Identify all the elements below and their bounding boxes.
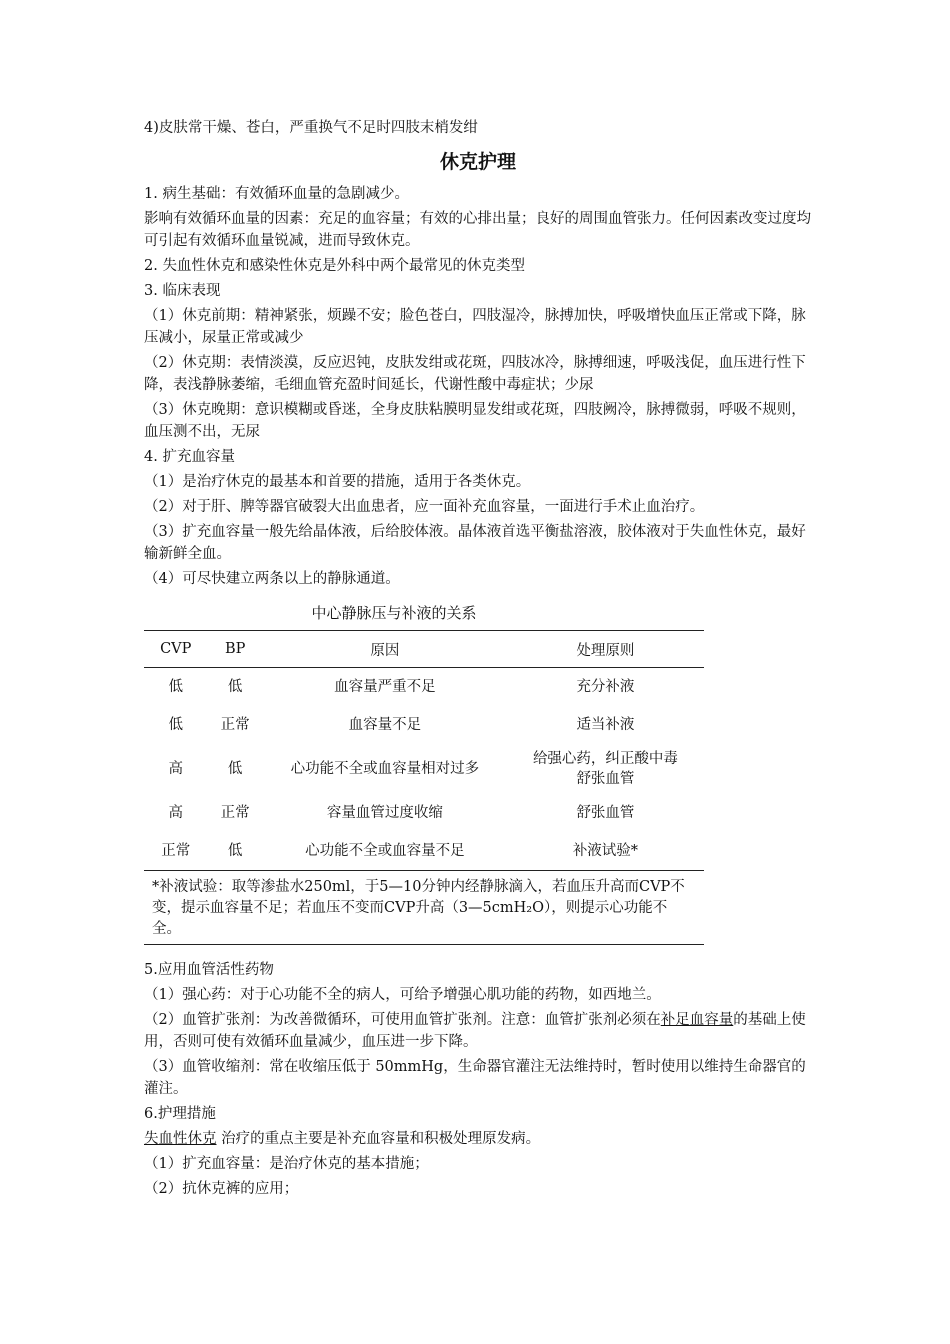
table-note-row: [144, 871, 704, 945]
section-6-intro-rest: 治疗的重点主要是补充血容量和积极处理原发病。: [216, 1131, 541, 1147]
header-cvp: CVP: [144, 631, 207, 668]
table-row: [144, 744, 704, 794]
cell-cvp: 低: [168, 679, 183, 695]
cell-cause: 心功能不全或血容量相对过多: [290, 761, 480, 777]
cell-cvp: 高: [168, 805, 183, 821]
section-3-item-2: （2）休克期：表情淡漠，反应迟钝，皮肤发绀或花斑，四肢冰冷，脉搏细速，呼吸浅促，血压进行性下降，表浅静脉萎缩，毛细血管充盈时间延长，代谢性酸中毒症状；少尿: [144, 355, 806, 393]
cell-principle-line-2: 舒张血管: [576, 771, 635, 787]
cell-principle: 充分补液: [576, 679, 635, 695]
section-1-heading: 1. 病生基础：有效循环血量的急剧减少。: [144, 186, 409, 202]
section-4-item-4: （4）可尽快建立两条以上的静脉通道。: [144, 571, 400, 587]
section-5-item-2-after: 的基础上使用，否则可使有效循环血量减少，血压进一步下降。: [144, 1012, 806, 1050]
cell-bp: 低: [227, 843, 243, 859]
table-row: [144, 832, 704, 871]
section-5-heading: 5.应用血管活性药物: [144, 962, 274, 978]
section-5-item-2-underlined: 补足血容量: [660, 1012, 734, 1028]
cell-cvp: 正常: [161, 843, 191, 859]
section-5-item-1: （1）强心药：对于心功能不全的病人，可给予增强心肌功能的药物，如西地兰。: [144, 987, 661, 1003]
section-4-item-1: （1）是治疗休克的最基本和首要的措施，适用于各类休克。: [144, 474, 531, 490]
cell-cause: 心功能不全或血容量不足: [305, 843, 465, 859]
section-6-heading: 6.护理措施: [144, 1106, 216, 1122]
header-principle: 处理原则: [507, 631, 704, 668]
section-3-heading: 3. 临床表现: [144, 283, 221, 299]
section-3-item-3: （3）休克晚期：意识模糊或昏迷，全身皮肤粘膜明显发绀或花斑，四肢阙冷，脉搏微弱，呼吸不规则，血压测不出，无尿: [144, 402, 806, 440]
section-4-item-2: （2）对于肝、脾等器官破裂大出血患者，应一面补充血容量，一面进行手术止血治疗。: [144, 499, 705, 515]
header-bp: BP: [207, 631, 262, 668]
cell-bp: 低: [227, 761, 243, 777]
cell-principle: 适当补液: [576, 717, 635, 733]
table-row: [144, 794, 704, 832]
table-caption: 中心静脉压与补液的关系: [311, 604, 477, 622]
header-cause: 原因: [263, 631, 507, 668]
table-header-row: [144, 631, 704, 668]
cell-cause: 血容量严重不足: [334, 679, 436, 695]
section-5-item-2-before: （2）血管扩张剂：为改善微循环，可使用血管扩张剂。注意：血管扩张剂必须在: [144, 1012, 661, 1028]
page-title: 休克护理: [439, 151, 516, 173]
cvp-table: [144, 630, 704, 945]
document-page: [144, 117, 812, 1203]
cell-cause: 容量血管过度收缩: [326, 805, 443, 821]
section-1-text: 影响有效循环血量的因素：充足的血容量；有效的心排出量；良好的周围血管张力。任何因素改变过度均可引起有效循环血量锐减，进而导致休克。: [144, 211, 811, 249]
table-note: *补液试验：取等渗盐水250ml，于5—10分钟内经静脉滴入，若血压升高而CVP不变，提示血容量不足；若血压不变而CVP升高（3—5cmH₂O），则提示心功能不全。: [144, 871, 704, 945]
cell-bp: 正常: [220, 717, 250, 733]
table-row: [144, 668, 704, 707]
cell-principle: [507, 744, 704, 794]
cell-principle: 舒张血管: [576, 805, 635, 821]
section-6-intro: [144, 1128, 812, 1150]
cell-bp: 正常: [220, 805, 250, 821]
cell-cvp: 低: [168, 717, 183, 733]
section-6-intro-underlined: 失血性休克: [144, 1131, 217, 1147]
section-6-item-1: （1）扩充血容量：是治疗休克的基本措施；: [144, 1156, 429, 1172]
section-4-item-3: （3）扩充血容量一般先给晶体液，后给胶体液。晶体液首选平衡盐溶液，胶体液对于失血性休克，最好输新鲜全血。: [144, 524, 806, 562]
cell-cause: 血容量不足: [348, 717, 422, 733]
top-line: 4)皮肤常干燥、苍白，严重换气不足时四肢末梢发绀: [144, 120, 478, 136]
section-3-item-1: （1）休克前期：精神紧张，烦躁不安；脸色苍白，四肢湿冷，脉搏加快，呼吸增快血压正常或下降，脉压减小，尿量正常或减少: [144, 308, 806, 346]
cell-principle-line-1: 给强心药，纠正酸中毒: [532, 751, 678, 767]
section-2-heading: 2. 失血性休克和感染性休克是外科中两个最常见的休克类型: [144, 258, 525, 274]
section-5-item-2: [144, 1009, 812, 1053]
cell-cvp: 高: [168, 761, 183, 777]
section-5-item-3: （3）血管收缩剂：常在收缩压低于 50mmHg，生命器官灌注无法维持时，暂时使用以维持生命器官的灌注。: [144, 1059, 806, 1097]
table-row: [144, 706, 704, 744]
section-4-heading: 4. 扩充血容量: [144, 449, 235, 465]
section-6-item-2: （2）抗休克裤的应用；: [144, 1181, 299, 1197]
cvp-table-block: [144, 602, 704, 945]
cell-principle: 补液试验*: [572, 843, 639, 859]
cell-bp: 低: [227, 679, 243, 695]
